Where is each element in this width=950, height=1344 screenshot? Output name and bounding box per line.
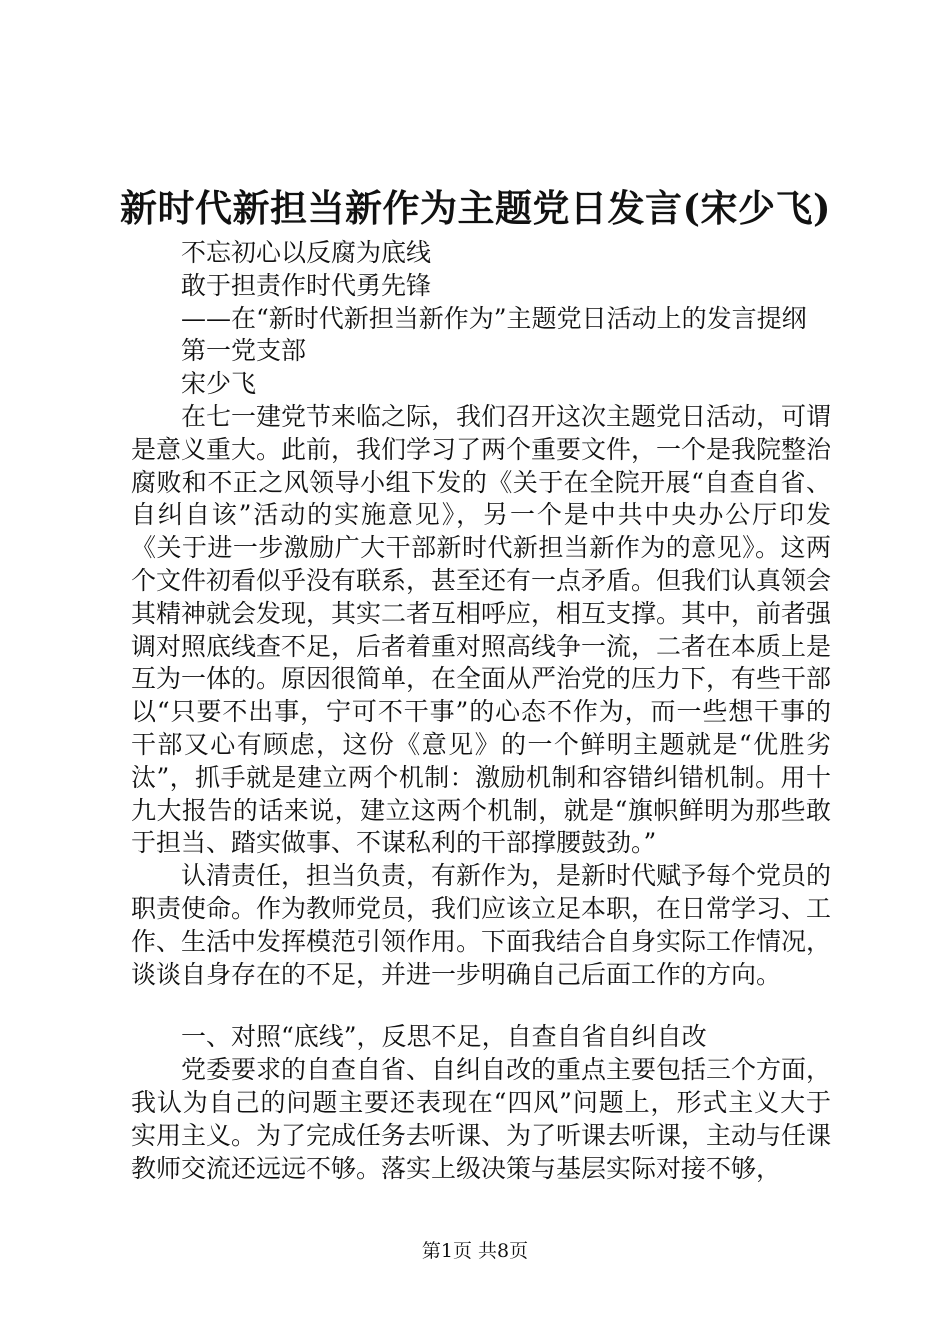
subtitle-line-3: ——在“新时代新担当新作为”主题党日活动上的发言提纲 bbox=[181, 303, 807, 333]
section-heading: 一、对照“底线”，反思不足，自查自省自纠自改 bbox=[181, 1022, 707, 1052]
body-paragraph: 认清责任，担当负责，有新作为，是新时代赋予每个党员的职责使命。作为教师党员，我们应该立足本职，在日常学习、工作、生活中发挥模范引领作用。下面我结合自身实际工作情况，谈谈自身存在的不足，并进一步明确自己后面工作的方向。 bbox=[131, 861, 832, 989]
document-title: 新时代新担当新作为主题党日发言(宋少飞) bbox=[120, 186, 832, 230]
page-footer: 第1页 共8页 bbox=[421, 1240, 529, 1262]
subtitle-line-1: 不忘初心以反腐为底线 bbox=[181, 238, 432, 267]
body-paragraph: 在七一建党节来临之际，我们召开这次主题党日活动，可谓是意义重大。此前，我们学习了两个重要文件，一个是我院整治腐败和不正之风领导小组下发的《关于在全院开展“自查自省、自纠自该”活动的实施意见》，另一个是中共中央办公厅印发《关于进一步激励广大干部新时代新担当新作为的意见》。这两个文件初看似乎没有联系，甚至还有一点矛盾。但我们认真领会其精神就会发现，其实二者互相呼应，相互支撑。其中，前者强调对照底线查不足，后者着重对照高线争一流，二者在本质上是互为一体的。原因很简单，在全面从严治党的压力下，有些干部以“只要不出事，宁可不干事”的心态不作为，而一些想干事的干部又心有顾虑，这份《意见》的一个鲜明主题就是“优胜劣汰”，抓手就是建立两个机制：激励机制和容错纠错机制。用十九大报告的话来说，建立这两个机制，就是“旗帜鲜明为那些敢于担当、踏实做事、不谋私利的干部撑腰鼓劲。” bbox=[131, 401, 832, 858]
author-name: 宋少飞 bbox=[181, 369, 257, 399]
document-body bbox=[131, 237, 831, 1185]
subtitle-line-2: 敢于担责作时代勇先锋 bbox=[181, 270, 432, 300]
author-branch: 第一党支部 bbox=[181, 336, 307, 366]
body-paragraph: 党委要求的自查自省、自纠自改的重点主要包括三个方面，我认为自己的问题主要还表现在“四风”问题上，形式主义大于实用主义。为了完成任务去听课、为了听课去听课，主动与任课教师交流还远远不够。落实上级决策与基层实际对接不够， bbox=[131, 1055, 832, 1183]
